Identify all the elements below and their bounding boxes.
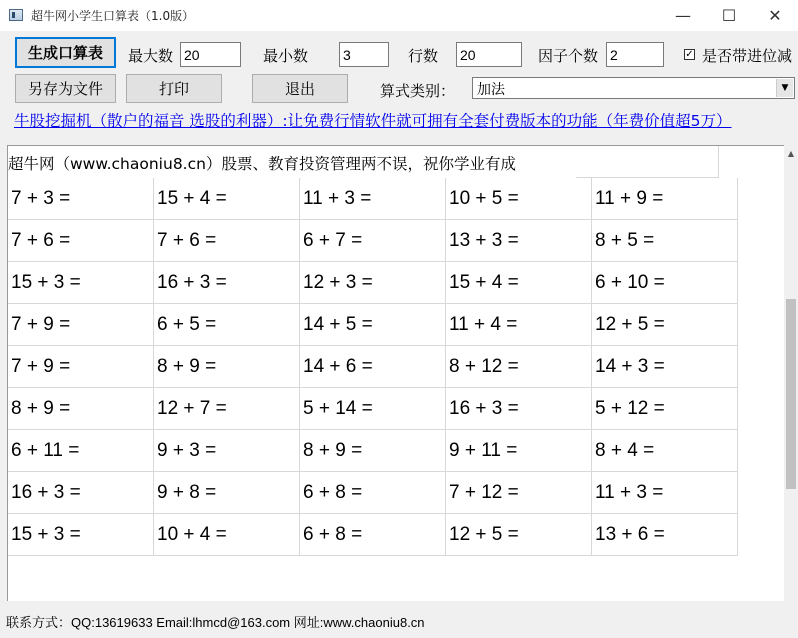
title-bar bbox=[0, 0, 798, 31]
problem-cell[interactable]: 16 + 3 = bbox=[8, 472, 154, 514]
factors-label: 因子个数 bbox=[538, 47, 599, 65]
rows-label: 行数 bbox=[408, 47, 439, 65]
problem-cell[interactable]: 5 + 14 = bbox=[300, 388, 446, 430]
problem-cell[interactable]: 9 + 3 = bbox=[154, 430, 300, 472]
problem-cell[interactable]: 12 + 5 = bbox=[446, 514, 592, 556]
problem-cell[interactable]: 12 + 7 = bbox=[154, 388, 300, 430]
problem-cell[interactable]: 7 + 3 = bbox=[8, 178, 154, 220]
problem-cell[interactable]: 14 + 3 = bbox=[592, 346, 738, 388]
problem-cell[interactable]: 11 + 3 = bbox=[592, 472, 738, 514]
problem-cell[interactable]: 8 + 5 = bbox=[592, 220, 738, 262]
formula-type-label: 算式类别： bbox=[380, 82, 456, 100]
table-row bbox=[8, 178, 738, 220]
min-input[interactable] bbox=[339, 42, 389, 67]
problem-cell[interactable]: 14 + 5 = bbox=[300, 304, 446, 346]
formula-type-value: 加法 bbox=[477, 82, 505, 98]
promo-link[interactable]: 牛股挖掘机（散户的福音 选股的利器）:让免费行情软件就可拥有全套付费版本的功能（年费价值超5万） bbox=[14, 112, 732, 130]
problem-cell[interactable]: 9 + 8 = bbox=[154, 472, 300, 514]
problem-cell[interactable]: 10 + 4 = bbox=[154, 514, 300, 556]
table-row bbox=[8, 514, 738, 556]
carry-checkbox[interactable]: ✓ bbox=[685, 49, 694, 60]
problem-cell[interactable]: 7 + 12 = bbox=[446, 472, 592, 514]
problem-cell[interactable]: 7 + 6 = bbox=[8, 220, 154, 262]
app-icon bbox=[9, 9, 23, 21]
problem-cell[interactable]: 16 + 3 = bbox=[154, 262, 300, 304]
factors-input[interactable] bbox=[606, 42, 664, 67]
table-row bbox=[8, 262, 738, 304]
problem-cell[interactable]: 6 + 5 = bbox=[154, 304, 300, 346]
problem-cell[interactable]: 5 + 12 = bbox=[592, 388, 738, 430]
problem-cell[interactable]: 11 + 3 = bbox=[300, 178, 446, 220]
scroll-thumb[interactable] bbox=[786, 299, 796, 489]
problem-cell[interactable]: 15 + 3 = bbox=[8, 262, 154, 304]
problem-cell[interactable]: 11 + 4 = bbox=[446, 304, 592, 346]
problem-cell[interactable]: 14 + 6 = bbox=[300, 346, 446, 388]
problem-cell[interactable]: 7 + 9 = bbox=[8, 304, 154, 346]
problem-cell[interactable]: 7 + 9 = bbox=[8, 346, 154, 388]
max-label: 最大数 bbox=[128, 47, 174, 65]
scroll-up-icon[interactable]: ▲ bbox=[787, 148, 795, 158]
chevron-down-icon[interactable]: ▼ bbox=[776, 79, 793, 97]
problem-cell[interactable]: 6 + 8 = bbox=[300, 472, 446, 514]
problem-cell[interactable]: 13 + 6 = bbox=[592, 514, 738, 556]
min-label: 最小数 bbox=[263, 47, 309, 65]
problem-cell[interactable]: 8 + 9 = bbox=[300, 430, 446, 472]
problem-cell[interactable]: 13 + 3 = bbox=[446, 220, 592, 262]
problem-cell[interactable]: 6 + 8 = bbox=[300, 514, 446, 556]
close-button[interactable]: ✕ bbox=[768, 6, 782, 25]
table-row bbox=[8, 388, 738, 430]
table-row bbox=[8, 220, 738, 262]
table-row bbox=[8, 472, 738, 514]
exit-button[interactable]: 退出 bbox=[252, 74, 348, 103]
carry-label: 是否带进位减 bbox=[702, 47, 793, 65]
table-row bbox=[8, 304, 738, 346]
problem-cell[interactable]: 7 + 6 = bbox=[154, 220, 300, 262]
problem-cell[interactable]: 9 + 11 = bbox=[446, 430, 592, 472]
formula-type-select[interactable] bbox=[472, 77, 795, 99]
problem-cell[interactable]: 15 + 4 = bbox=[446, 262, 592, 304]
save-as-button[interactable]: 另存为文件 bbox=[15, 74, 116, 103]
problem-cell[interactable]: 8 + 9 = bbox=[154, 346, 300, 388]
window-title: 超牛网小学生口算表（1.0版） bbox=[31, 9, 195, 23]
table-row bbox=[8, 346, 738, 388]
problem-cell[interactable]: 10 + 5 = bbox=[446, 178, 592, 220]
grid-header: 超牛网（www.chaoniu8.cn）股票、教育投资管理两不误，祝你学业有成 bbox=[8, 155, 516, 173]
problem-cell[interactable]: 6 + 7 = bbox=[300, 220, 446, 262]
problem-cell[interactable]: 12 + 3 = bbox=[300, 262, 446, 304]
max-input[interactable] bbox=[180, 42, 241, 67]
table-row bbox=[8, 430, 738, 472]
problem-cell[interactable]: 6 + 10 = bbox=[592, 262, 738, 304]
problem-cell[interactable]: 12 + 5 = bbox=[592, 304, 738, 346]
generate-button[interactable]: 生成口算表 bbox=[15, 37, 116, 68]
problem-cell[interactable]: 16 + 3 = bbox=[446, 388, 592, 430]
problem-cell[interactable]: 15 + 4 = bbox=[154, 178, 300, 220]
problem-cell[interactable]: 11 + 9 = bbox=[592, 178, 738, 220]
print-button[interactable]: 打印 bbox=[126, 74, 222, 103]
problem-cell[interactable]: 8 + 9 = bbox=[8, 388, 154, 430]
problem-cell[interactable]: 8 + 4 = bbox=[592, 430, 738, 472]
problem-grid[interactable] bbox=[7, 145, 798, 601]
problem-table bbox=[8, 178, 738, 556]
rows-input[interactable] bbox=[456, 42, 522, 67]
problem-cell[interactable]: 6 + 11 = bbox=[8, 430, 154, 472]
grid-header-cell bbox=[576, 146, 719, 178]
problem-cell[interactable]: 8 + 12 = bbox=[446, 346, 592, 388]
minimize-button[interactable]: — bbox=[675, 6, 691, 25]
vertical-scrollbar[interactable] bbox=[784, 145, 798, 601]
contact-info: 联系方式：QQ:13619633 Email:lhmcd@163.com 网址:www.chaoniu8.cn bbox=[6, 615, 425, 630]
problem-cell[interactable]: 15 + 3 = bbox=[8, 514, 154, 556]
maximize-button[interactable]: ☐ bbox=[721, 6, 737, 25]
